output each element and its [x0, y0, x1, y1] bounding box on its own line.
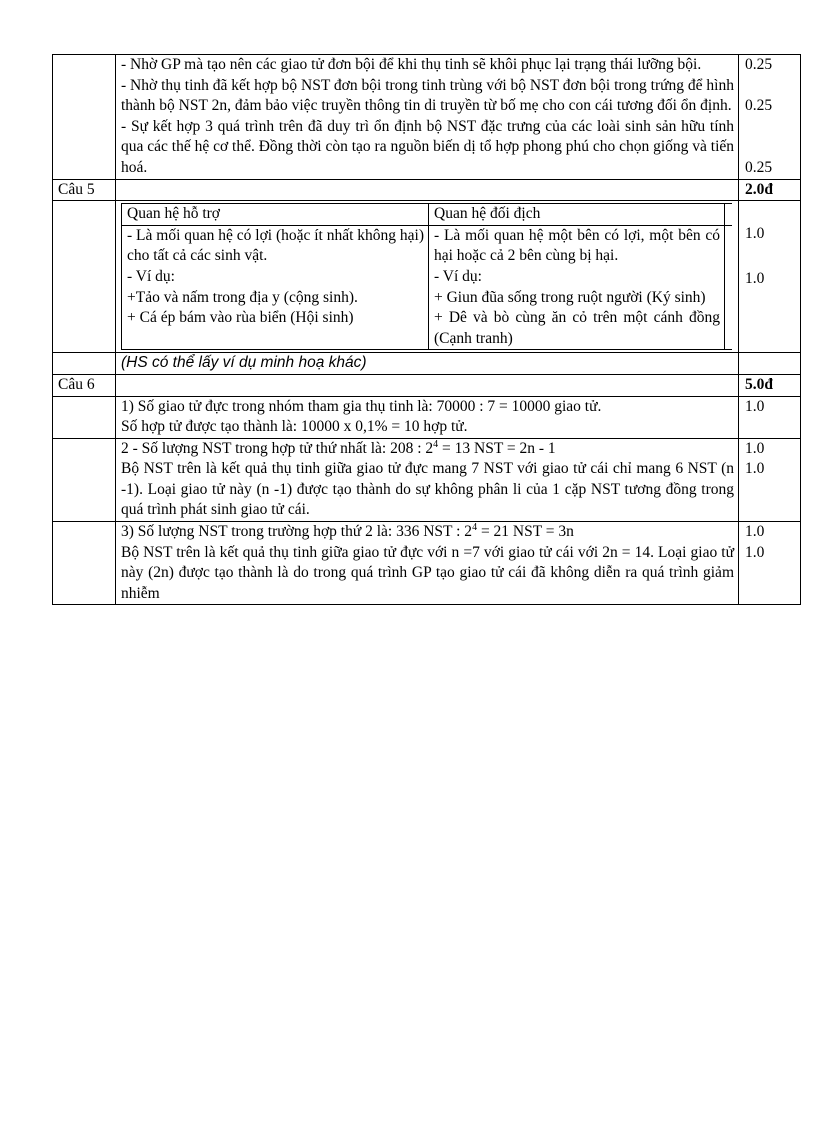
score-value: 1.0 — [745, 523, 765, 541]
table-row-continuation — [53, 55, 801, 180]
table-row-question-5-header — [53, 179, 801, 201]
answer-cell — [116, 396, 739, 438]
answer-line-text: = 13 NST = 2n - 1 — [438, 439, 556, 457]
antagonistic-line: + Dê và bò cùng ăn cỏ trên một cánh đồng (Cạnh tranh) — [434, 309, 720, 347]
antagonistic-line: - Ví dụ: — [434, 267, 482, 285]
supportive-line: +Tảo và nấm trong địa y (cộng sinh). — [127, 288, 358, 306]
question-label-cell — [53, 522, 116, 605]
supportive-content — [122, 225, 429, 350]
antagonistic-content — [429, 225, 725, 350]
score-value: 1.0 — [745, 543, 765, 561]
score-cell — [739, 396, 801, 438]
answer-cell — [116, 201, 739, 353]
score-value: 1.0 — [745, 460, 765, 478]
answer-line: Số hợp tử được tạo thành là: 10000 x 0,1% = 10 hợp tử. — [121, 418, 468, 436]
inner-header-row — [122, 204, 732, 226]
answer-line-text: 2 - Số lượng NST trong hợp tử thứ nhất là: 208 : 2 — [121, 439, 434, 457]
score-cell — [739, 201, 801, 353]
score-value: 1.0 — [745, 397, 765, 415]
table-row-question-5-body — [53, 201, 801, 353]
answer-cell — [116, 438, 739, 521]
header-supportive: Quan hệ hỗ trợ — [122, 204, 429, 226]
supportive-line: - Ví dụ: — [127, 267, 175, 285]
answer-line: 1) Số giao tử đực trong nhóm tham gia thụ tinh là: 70000 : 7 = 10000 giao tử. — [121, 397, 602, 415]
answer-paragraph: Bộ NST trên là kết quả thụ tinh giữa giao tử đực mang 7 NST với giao tử cái chỉ mang 6 NST (n -1). Loại giao tử này (n -1) được tạo thành do sự không phân li của 1 cặp NST tương đồng trong quá trình phát sinh giao tử cái. — [121, 460, 734, 519]
header-antagonistic: Quan hệ đối địch — [429, 204, 725, 226]
answer-cell — [116, 55, 739, 180]
note-text: (HS có thể lấy ví dụ minh hoạ khác) — [116, 353, 739, 375]
antagonistic-line: - Là mối quan hệ một bên có lợi, một bên có hại hoặc cả 2 bên cùng bị hại. — [434, 226, 720, 265]
answer-line-text: = 21 NST = 3n — [477, 523, 574, 541]
inner-body-row — [122, 225, 732, 350]
answer-key-table — [52, 54, 801, 605]
answer-key-page — [52, 54, 800, 605]
exponent: 4 — [472, 522, 478, 534]
answer-item: - Nhờ GP mà tạo nên các giao tử đơn bội để khi thụ tinh sẽ khôi phục lại trạng thái lưỡng bội. — [121, 56, 702, 73]
score-cell — [739, 438, 801, 521]
answer-cell-empty — [116, 374, 739, 396]
table-row-question-6-part-3 — [53, 522, 801, 605]
table-row-question-6-part-1 — [53, 396, 801, 438]
total-score: 2.0đ — [739, 179, 801, 201]
answer-paragraph: Bộ NST trên là kết quả thụ tinh giữa giao tử đực với n =7 với giao tử cái với 2n = 14. Loại giao tử này (2n) được tạo thành là do trong quá trình GP tạo giao tử cái đã không diễn ra quá trình giảm nhiễm — [121, 543, 734, 602]
table-row-question-5-note — [53, 353, 801, 375]
question-label-cell — [53, 396, 116, 438]
score-value: 0.25 — [745, 97, 773, 115]
table-row-question-6-header — [53, 374, 801, 396]
answer-item: - Nhờ thụ tinh đã kết hợp bộ NST đơn bội trong tinh trùng với bộ NST đơn bội trong trứng để hình thành bộ NST 2n, đảm bảo việc truyền thông tin di truyền từ bố mẹ cho con cái tương đối ổn định. — [121, 76, 734, 115]
question-label-cell — [53, 201, 116, 353]
score-cell — [739, 522, 801, 605]
score-value: 0.25 — [745, 158, 773, 176]
answer-line-text: 3) Số lượng NST trong trường hợp thứ 2 là: 336 NST : 2 — [121, 523, 473, 541]
score-value: 1.0 — [745, 269, 765, 287]
score-value: 0.25 — [745, 56, 773, 73]
relationship-comparison-table — [121, 203, 732, 350]
inner-spacer — [725, 204, 732, 226]
question-label: Câu 6 — [53, 374, 116, 396]
total-score: 5.0đ — [739, 374, 801, 396]
supportive-line: + Cá ép bám vào rùa biển (Hội sinh) — [127, 309, 354, 327]
answer-cell-empty — [116, 179, 739, 201]
supportive-line: - Là mối quan hệ có lợi (hoặc ít nhất không hại) cho tất cả các sinh vật. — [127, 226, 425, 265]
score-cell — [739, 353, 801, 375]
table-row-question-6-part-2 — [53, 438, 801, 521]
inner-spacer — [725, 225, 732, 350]
question-label: Câu 5 — [53, 179, 116, 201]
question-label-cell — [53, 55, 116, 180]
score-value: 1.0 — [745, 225, 765, 243]
score-value: 1.0 — [745, 439, 765, 457]
answer-cell — [116, 522, 739, 605]
answer-line — [121, 439, 734, 460]
antagonistic-line: + Giun đũa sống trong ruột người (Ký sinh) — [434, 288, 706, 306]
question-label-cell — [53, 438, 116, 521]
answer-item: - Sự kết hợp 3 quá trình trên đã duy trì ổn định bộ NST đặc trưng của các loài sinh sản hữu tính qua các thế hệ cơ thể. Đồng thời còn tạo ra nguồn biến dị tổ hợp phong phú cho chọn giống và tiến hoá. — [121, 117, 735, 176]
exponent: 4 — [433, 438, 439, 450]
score-cell — [739, 55, 801, 180]
answer-line — [121, 522, 734, 543]
question-label-cell — [53, 353, 116, 375]
